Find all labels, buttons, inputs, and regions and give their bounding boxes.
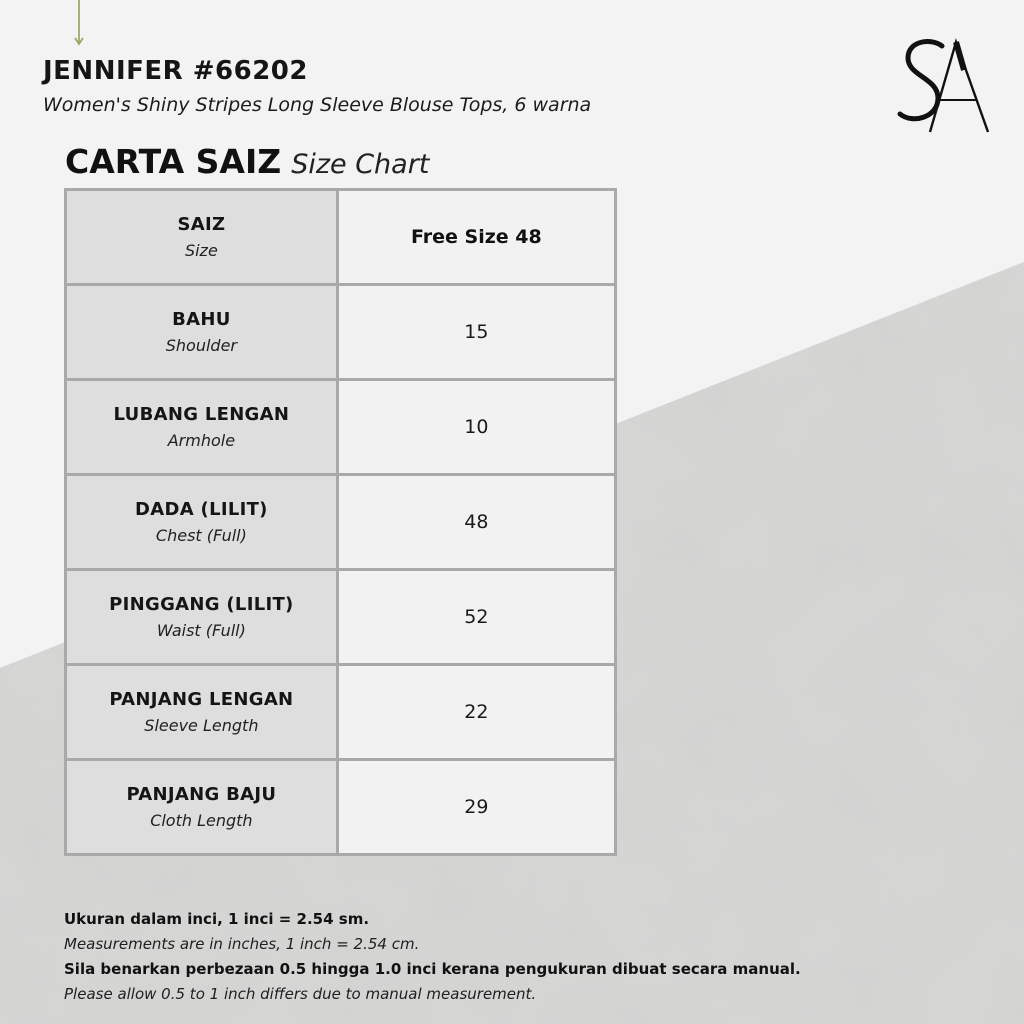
note-tolerance-ms: Sila benarkan perbezaan 0.5 hingga 1.0 inci kerana pengukuran dibuat secara manual.: [64, 960, 801, 978]
sa-monogram-logo: [892, 34, 996, 138]
row-label-en: Cloth Length: [150, 811, 253, 830]
row-label-cell: [66, 380, 338, 475]
row-label-cell: [66, 285, 338, 380]
row-value: 15: [337, 285, 615, 380]
row-label-cell: [66, 665, 338, 760]
table-row: [66, 665, 616, 760]
row-label: LUBANG LENGAN: [113, 404, 290, 425]
row-label: PANJANG LENGAN: [109, 689, 294, 710]
row-label: BAHU: [172, 309, 231, 330]
note-line-ms: Ukuran dalam inci, 1 inci = 2.54 sm.: [64, 910, 370, 928]
table-row: [66, 380, 616, 475]
table-row: [66, 475, 616, 570]
table-row: [66, 760, 616, 855]
row-value: 52: [337, 570, 615, 665]
row-label-cell: [66, 760, 338, 855]
row-label-en: Sleeve Length: [144, 716, 259, 735]
row-label-en: Waist (Full): [156, 621, 246, 640]
note-line-en: Measurements are in inches, 1 inch = 2.54 cm.: [64, 935, 420, 953]
product-title: JENNIFER #66202: [43, 56, 308, 86]
row-label-cell: [66, 475, 338, 570]
row-label-en: Chest (Full): [155, 526, 247, 545]
table-header-label-en: Size: [184, 241, 218, 260]
note-tolerance-en: Please allow 0.5 to 1 inch differs due to manual measurement.: [64, 985, 537, 1003]
row-label-cell: [66, 570, 338, 665]
chart-heading: [65, 142, 429, 181]
row-value: 29: [337, 760, 615, 855]
row-value: 10: [337, 380, 615, 475]
table-header-label-cell: [66, 190, 338, 285]
row-label: PINGGANG (LILIT): [109, 594, 294, 615]
row-label-en: Armhole: [167, 431, 236, 450]
table-header-label: SAIZ: [177, 214, 226, 235]
arrow-down-icon: [72, 0, 86, 48]
size-table: [64, 188, 617, 856]
row-label-en: Shoulder: [165, 336, 237, 355]
chart-heading-sub: Size Chart: [291, 149, 430, 180]
row-label: DADA (LILIT): [135, 499, 268, 520]
product-subtitle: Women's Shiny Stripes Long Sleeve Blouse Tops, 6 warna: [43, 94, 592, 116]
row-value: 22: [337, 665, 615, 760]
table-row: [66, 570, 616, 665]
table-header-row: [66, 190, 616, 285]
row-label: PANJANG BAJU: [126, 784, 277, 805]
row-value: 48: [337, 475, 615, 570]
table-row: [66, 285, 616, 380]
chart-heading-main: CARTA SAIZ: [65, 142, 282, 181]
table-header-value: Free Size 48: [337, 190, 615, 285]
measurement-notes: [64, 907, 801, 1007]
